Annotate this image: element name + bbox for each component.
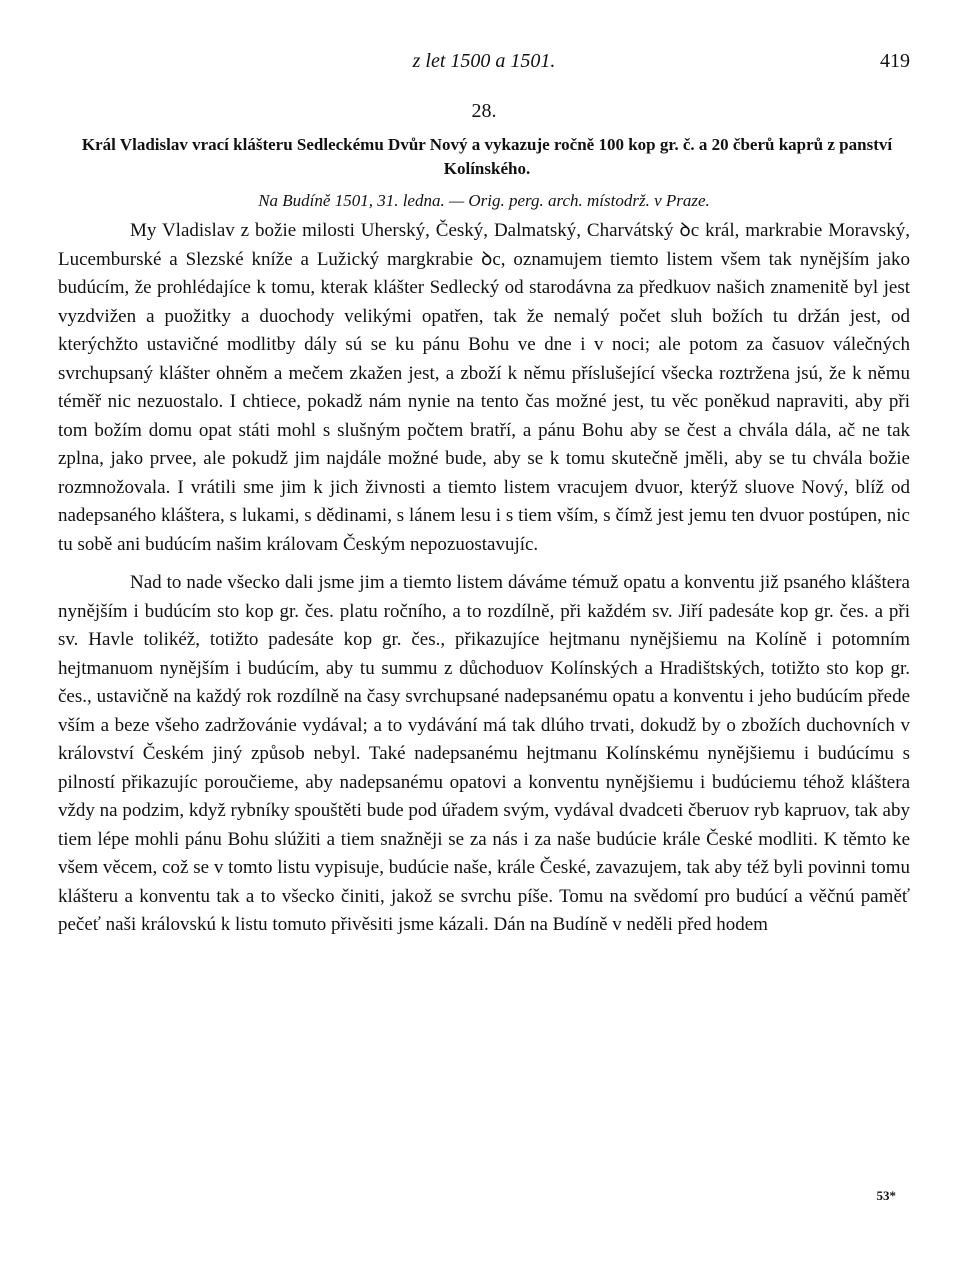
body-paragraph: Nad to nade všecko dali jsme jim a tiemto listem dáváme témuž opatu a konventu již psaného kláštera nynějším i budúcím sto kop gr. čes. platu ročního, a to rozdílně, při každém sv. Jiří padesáte kop gr. čes. a při sv. Havle tolikéž, totižto padesáte kop gr. čes., přikazujíce hejtmanu nynějšiemu na Kolíně i potomním hejtmanuom nynějším i budúcím, aby tu summu z důchoduov Kolínských a Hradištských, totižto sto kop gr. čes., ustavičně na každý rok rozdílně na časy svrchupsané nadepsanému opatu a konventu i jeho budúcím přede vším a beze všeho zadržovánie vydával; a to vydávání má tak dlúho trvati, dokudž by o zbožích duchovních v království Českém jiný způsob nebyl. Také nadepsanému hejtmanu Kolínskému nynějšiemu i budúcímu s pilností přikazujíc poroučieme, aby nadepsanému opatovi a konventu nynějšiemu i budúciemu téhož kláštera vždy na podzim, když rybníky spouštěti bude pod úřadem svým, vydával dvadceti čberuov ryb kapruov, tak aby tiem lépe mohli pánu Bohu slúžiti a tiem snažněji se za nás i za naše budúcie krále České modliti. K těmto ke všem věcem, což se v tomto listu vypisuje, budúcie naše, krále České, zavazujem, tak aby též byli povinni tomu klášteru a konventu tak a to všecko činiti, jakož se svrchu píše. Tomu na svědomí pro budúcí a věčnú paměť pečeť naši královskú k listu tomuto přivěsiti jsme kázali. Dán na Budíně v neděli před hodem	[58, 572, 910, 935]
document-summary: Král Vladislav vrací klášteru Sedleckému Dvůr Nový a vykazuje ročně 100 kop gr. č. a 20 čberů kaprů z panství Kolínského.	[81, 135, 893, 178]
body-paragraph: My Vladislav z božie milosti Uherský, Český, Dalmatský, Charvátský ꝺc král, markrabie Moravský, Lucemburské a Slezské kníže a Lužický margkrabie ꝺc, oznamujem tiemto listem všem tak nynějším jako budúcím, že prohlédajíce k tomu, kterak klášter Sedlecký od starodávna za předkuov našich znamenitě byl jest vyzdvižen a puožitky a duochody velikými opatřen, tak že nemalý počet sluh božích tu držán jest, od kterýchžto ustavičné modlitby dály sú se ku pánu Bohu ve dne i v noci; ale potom za časuov válečných svrchupsaný klášter ohněm a mečem zkažen jest, a zboží k němu příslušející všecka roztržena jsú, že k němu téměř nic nezuostalo. I chtiece, pokadž nám nynie na tento čas možné jest, tu věc poněkud napraviti, aby při tom božím domu opat státi mohl s slušným počtem bratří, a pánu Bohu aby se čest a chvála dála, ač ne tak zplna, jako prvee, ale pokudž jim najdále možné bude, aby se k tomu skutečně jměli, aby se tu chvála božie rozmnožovala. I vrátili sme jim k jich živnosti a tiemto listem vracujem dvuor, kterýž sluove Nový, blíž od nadepsaného kláštera, s lukami, s dědinami, s lánem lesu i s tiem vším, s čímž jest jemu ten dvuor postúpen, nic tu sobě ani budúcím našim královam Českým nepozuostavujíc.	[58, 220, 910, 555]
signature-mark: 53*	[876, 1188, 896, 1203]
page-number: 419	[880, 50, 910, 72]
running-head	[58, 42, 910, 86]
running-title: z let 1500 a 1501.	[412, 50, 556, 72]
document-page	[58, 42, 910, 1242]
document-source: Na Budíně 1501, 31. ledna. — Orig. perg. arch. místodrž. v Praze.	[258, 191, 710, 210]
document-body	[58, 217, 910, 940]
document-number: 28.	[471, 100, 497, 122]
